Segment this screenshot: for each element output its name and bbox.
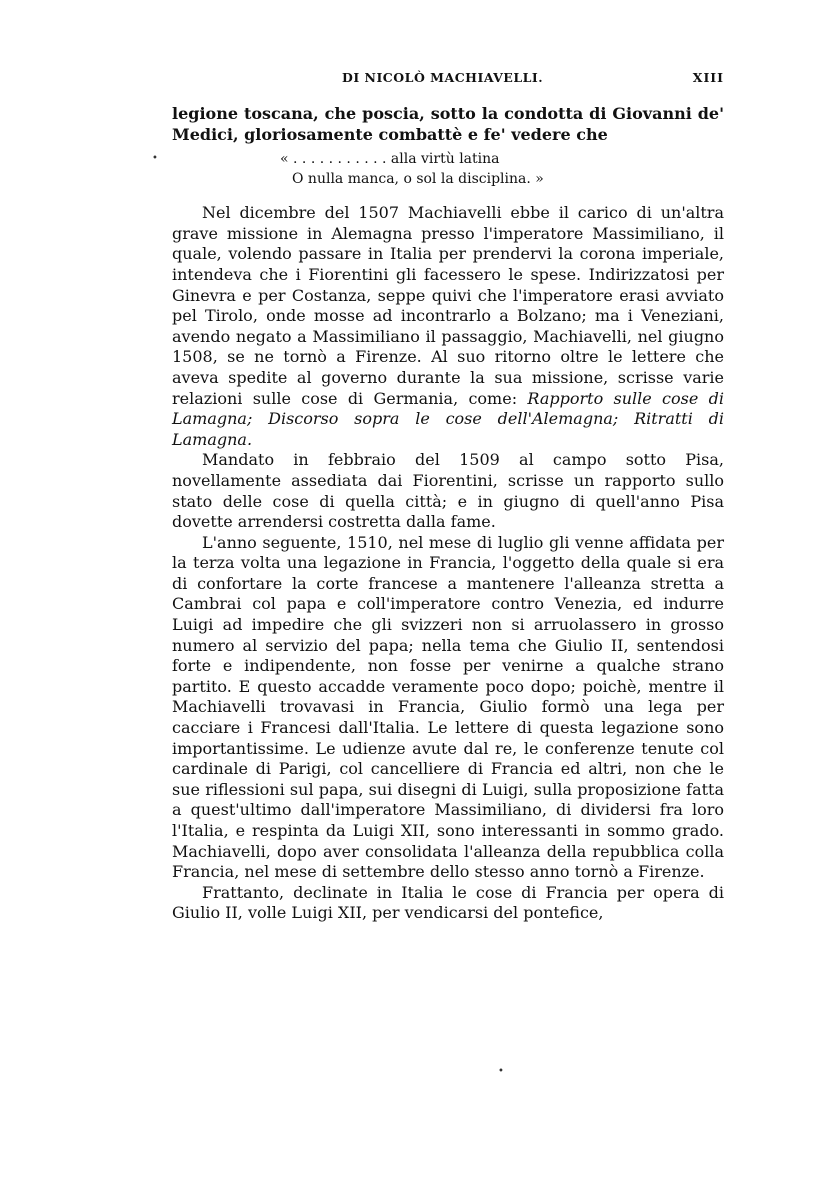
- verse-line-1: « . . . . . . . . . . . alla virtù latina: [280, 151, 500, 168]
- print-speck: •: [152, 153, 158, 164]
- paragraph-1-works: Rapporto sulle cose di Lamagna; Discorso sopra le cose dell'Alemagna; Ritratti di Lamagna.: [172, 388, 725, 449]
- paragraph-2: Mandato in febbraio del 1509 al campo sotto Pisa, novellamente assediata dai Fiorentini, scrisse un rapporto sullo stato delle cose di quella città; e in giugno di quell'anno Pisa dovette arrendersi costretta dalla fame.: [172, 450, 724, 532]
- page-number: XIII: [692, 70, 724, 85]
- paragraph-4: Frattanto, declinate in Italia le cose di Francia per opera di Giulio II, volle Luigi XII, per vendicarsi del pontefice,: [172, 882, 724, 923]
- running-header: [172, 70, 724, 104]
- opening-paragraph: legione toscana, che poscia, sotto la condotta di Giovanni de' Medici, gloriosamente combattè e fe' vedere che: [172, 104, 724, 144]
- print-speck: •: [498, 1066, 504, 1077]
- book-page: [172, 70, 724, 924]
- paragraph-3: L'anno seguente, 1510, nel mese di luglio gli venne affidata per la terza volta una legazione in Francia, l'oggetto della quale si era di confortare la corte francese a mantenere l'alleanza stretta a Cambrai col papa e coll'imperatore contro Venezia, ed indurre Luigi ad impedire che gli svizzeri non si arruolassero in grosso numero al servizio del papa; nella tema che Giulio II, sentendosi forte e indipendente, non fosse per venirne a qualche strano partito. E questo accadde veramente poco dopo; poichè, mentre il Machiavelli trovavasi in Francia, Giulio formò una lega per cacciare i Francesi dall'Italia. Le lettere di questa legazione sono importantissime. Le udienze avute dal re, le conferenze tenute col cardinale di Parigi, col cancelliere di Francia ed altri, non che le sue riflessioni sul papa, sui disegni di Luigi, sulla proposizione fatta a quest'ultimo dall'imperatore Massimiliano, di dividersi fra loro l'Italia, e respinta da Luigi XII, sono interessanti in sommo grado. Machiavelli, dopo aver consolidata l'alleanza della repubblica colla Francia, nel mese di settembre dello stesso anno tornò a Firenze.: [172, 532, 724, 882]
- verse-quote: [172, 149, 724, 189]
- paragraph-1-text: Nel dicembre del 1507 Machiavelli ebbe il carico di un'altra grave missione in Alemagna presso l'imperatore Massimiliano, il quale, volendo passare in Italia per prendervi la corona imperiale, intendeva che i Fiorentini gli facessero le spese. Indirizzatosi per Ginevra e per Costanza, seppe quivi che l'imperatore erasi avviato pel Tirolo, onde mosse ad incontrarlo a Bolzano; ma i Veneziani, avendo negato a Massimiliano il passaggio, Machiavelli, nel giugno 1508, se ne tornò a Firenze. Al suo ritorno oltre le lettere che aveva spedite al governo durante la sua missione, scrisse varie relazioni sulle cose di Germania, come:: [172, 203, 724, 408]
- body-text: [172, 104, 724, 924]
- running-title: DI NICOLÒ MACHIAVELLI.: [342, 70, 544, 85]
- paragraph-1: [172, 203, 724, 450]
- verse-line-2: O nulla manca, o sol la disciplina. »: [292, 171, 544, 188]
